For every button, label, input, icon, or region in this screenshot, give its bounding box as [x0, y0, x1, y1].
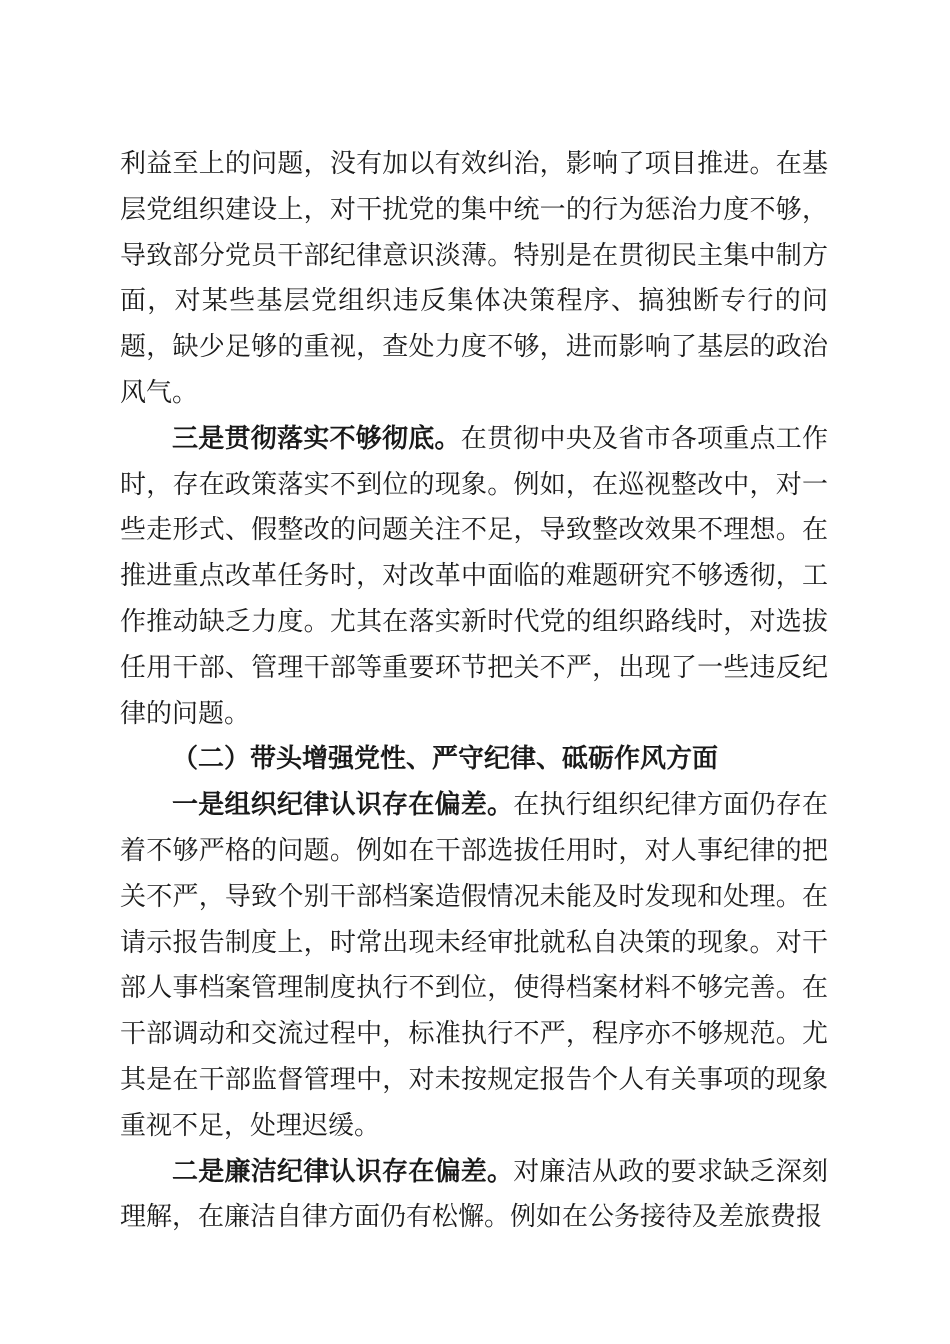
paragraph-lead: 二是廉洁纪律认识存在偏差。	[172, 1156, 514, 1187]
paragraph-implementation	[120, 417, 828, 738]
paragraph-body: 在执行组织纪律方面仍存在着不够严格的问题。例如在干部选拔任用时，对人事纪律的把关不严，导致个别干部档案造假情况未能及时发现和处理。在请示报告制度上，时常出现未经审批就私自决策的现象。对干部人事档案管理制度执行不到位，使得档案材料不够完善。在干部调动和交流过程中，标准执行不严，程序亦不够规范。尤其是在干部监督管理中，对未按规定报告个人有关事项的现象重视不足，处理迟缓。	[120, 790, 828, 1141]
paragraph-continuation: 利益至上的问题，没有加以有效纠治，影响了项目推进。在基层党组织建设上，对干扰党的集中统一的行为惩治力度不够，导致部分党员干部纪律意识淡薄。特别是在贯彻民主集中制方面，对某些基层党组织违反集体决策程序、搞独断专行的问题，缺少足够的重视，查处力度不够，进而影响了基层的政治风气。	[120, 149, 828, 408]
section-heading: （二）带头增强党性、严守纪律、砥砺作风方面	[172, 744, 719, 775]
paragraph-organizational-discipline	[120, 783, 828, 1149]
paragraph-integrity-discipline	[120, 1150, 828, 1242]
paragraph-lead: 一是组织纪律认识存在偏差。	[172, 790, 514, 821]
paragraph-lead: 三是贯彻落实不够彻底。	[172, 423, 461, 454]
document-page	[120, 142, 828, 1241]
paragraph-body: 对廉洁从政的要求缺乏深刻理解，在廉洁自律方面仍有松懈。例如在公务接待及差旅费报	[120, 1156, 828, 1233]
paragraph-body: 在贯彻中央及省市各项重点工作时，存在政策落实不到位的现象。例如，在巡视整改中，对一些走形式、假整改的问题关注不足，导致整改效果不理想。在推进重点改革任务时，对改革中面临的难题研究不够透彻，工作推动缺乏力度。尤其在落实新时代党的组织路线时，对选拔任用干部、管理干部等重要环节把关不严，出现了一些违反纪律的问题。	[120, 423, 828, 729]
